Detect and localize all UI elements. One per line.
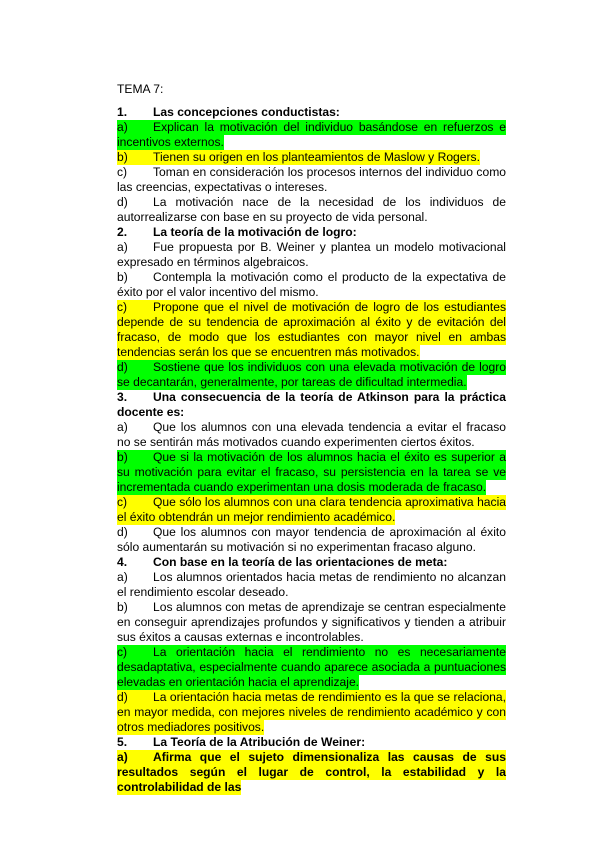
page-title: TEMA 7: bbox=[117, 82, 164, 96]
question-4-heading bbox=[117, 555, 506, 570]
option-text: La motivación nace de la necesidad de los individuos de autorrealizarse con base en su proyecto de vida personal. bbox=[117, 195, 506, 224]
document-content bbox=[117, 82, 506, 795]
option-highlight bbox=[117, 270, 506, 300]
option-letter: b) bbox=[117, 600, 128, 614]
option-highlight bbox=[117, 150, 480, 165]
option-highlight bbox=[117, 750, 506, 795]
option-letter: d) bbox=[117, 690, 128, 704]
option-highlight bbox=[117, 195, 506, 225]
option-highlight bbox=[117, 570, 506, 600]
question-text: Las concepciones conductistas: bbox=[153, 105, 340, 119]
option-text: Explican la motivación del individuo basándose en refuerzos e incentivos externos. bbox=[117, 120, 506, 149]
question-text: Con base en la teoría de las orientaciones de meta: bbox=[153, 555, 448, 569]
option-text: Tienen su origen en los planteamientos de Maslow y Rogers. bbox=[153, 150, 480, 164]
option-text: Los alumnos con metas de aprendizaje se centran especialmente en conseguir aprendizajes profundos y significativos y tienden a atribuir sus éxitos a causas externas e incontrolables. bbox=[117, 600, 506, 644]
option-letter: d) bbox=[117, 195, 128, 209]
option-text: Afirma que el sujeto dimensionaliza las causas de sus resultados según el lugar de control, la estabilidad y la controlabilidad de las bbox=[117, 750, 506, 794]
question-2-heading bbox=[117, 225, 506, 240]
question-2-option-c bbox=[117, 300, 506, 360]
question-3-option-d bbox=[117, 525, 506, 555]
option-text: Sostiene que los individuos con una elevada motivación de logro se decantarán, generalmente, por tareas de dificultad intermedia. bbox=[117, 360, 506, 389]
question-2-option-a bbox=[117, 240, 506, 270]
option-letter: c) bbox=[117, 300, 128, 314]
option-text: Contempla la motivación como el producto de la expectativa de éxito por el valor incentivo del mismo. bbox=[117, 270, 506, 299]
option-letter: c) bbox=[117, 165, 128, 179]
question-number: 5. bbox=[117, 735, 128, 749]
question-5-heading bbox=[117, 735, 506, 750]
question-1-option-b bbox=[117, 150, 506, 165]
question-number: 2. bbox=[117, 225, 128, 239]
option-highlight bbox=[117, 525, 506, 555]
question-text: Una consecuencia de la teoría de Atkinson para la práctica docente es: bbox=[117, 390, 506, 419]
option-text: Que los alumnos con mayor tendencia de aproximación al éxito sólo aumentarán su motivación si no experimentan fracaso alguno. bbox=[117, 525, 506, 554]
question-1-option-d bbox=[117, 195, 506, 225]
option-letter: b) bbox=[117, 450, 128, 464]
question-3-option-c bbox=[117, 495, 506, 525]
option-letter: b) bbox=[117, 150, 128, 164]
option-text: Que si la motivación de los alumnos hacia el éxito es superior a su motivación para evitar el fracaso, su persistencia en la tarea se ve incrementada cuando experimentan una dosis moderada de fracaso. bbox=[117, 450, 506, 494]
option-text: La orientación hacia metas de rendimiento es la que se relaciona, en mayor medida, con mejores niveles de rendimiento académico y con otros mediadores positivos. bbox=[117, 690, 506, 734]
question-1-option-c bbox=[117, 165, 506, 195]
question-list bbox=[117, 105, 506, 795]
option-letter: a) bbox=[117, 570, 128, 584]
option-highlight bbox=[117, 450, 506, 495]
option-highlight bbox=[117, 165, 506, 195]
question-text: La teoría de la motivación de logro: bbox=[153, 225, 357, 239]
question-4-option-c bbox=[117, 645, 506, 690]
option-highlight bbox=[117, 645, 506, 690]
question-4-option-a bbox=[117, 570, 506, 600]
option-letter: b) bbox=[117, 270, 128, 284]
question-3-option-b bbox=[117, 450, 506, 495]
option-text: Que los alumnos con una elevada tendencia a evitar el fracaso no se sentirán más motivados cuando experimenten ciertos éxitos. bbox=[117, 420, 506, 449]
option-highlight bbox=[117, 600, 506, 645]
option-highlight bbox=[117, 690, 506, 735]
option-text: Propone que el nivel de motivación de logro de los estudiantes depende de su tendencia de aproximación al éxito y de evitación del fracaso, de modo que los estudiantes con mayor nivel en ambas tendencias serán los que se encuentren más motivados. bbox=[117, 300, 506, 359]
question-4-option-d bbox=[117, 690, 506, 735]
option-highlight bbox=[117, 300, 506, 360]
option-letter: c) bbox=[117, 645, 128, 659]
option-highlight bbox=[117, 360, 506, 390]
option-letter: c) bbox=[117, 495, 128, 509]
option-letter: a) bbox=[117, 120, 128, 134]
option-highlight bbox=[117, 495, 506, 525]
option-letter: a) bbox=[117, 750, 128, 764]
question-1-heading bbox=[117, 105, 506, 120]
question-number: 1. bbox=[117, 105, 128, 119]
option-letter: d) bbox=[117, 525, 128, 539]
option-letter: a) bbox=[117, 420, 128, 434]
question-number: 4. bbox=[117, 555, 128, 569]
option-highlight bbox=[117, 240, 506, 270]
question-3-option-a bbox=[117, 420, 506, 450]
question-4-option-b bbox=[117, 600, 506, 645]
question-text: La Teoría de la Atribución de Weiner: bbox=[153, 735, 366, 749]
question-1-option-a bbox=[117, 120, 506, 150]
option-text: Toman en consideración los procesos internos del individuo como las creencias, expectativas o intereses. bbox=[117, 165, 506, 194]
question-3-heading bbox=[117, 390, 506, 420]
question-2-option-b bbox=[117, 270, 506, 300]
option-letter: a) bbox=[117, 240, 128, 254]
option-highlight bbox=[117, 420, 506, 450]
option-text: La orientación hacia el rendimiento no es necesariamente desadaptativa, especialmente cuando aparece asociada a puntuaciones elevadas en orientación hacia el aprendizaje. bbox=[117, 645, 506, 689]
question-number: 3. bbox=[117, 390, 128, 404]
question-5-option-a bbox=[117, 750, 506, 795]
option-text: Que sólo los alumnos con una clara tendencia aproximativa hacia el éxito obtendrán un mejor rendimiento académico. bbox=[117, 495, 506, 524]
question-2-option-d bbox=[117, 360, 506, 390]
option-text: Fue propuesta por B. Weiner y plantea un modelo motivacional expresado en términos algebraicos. bbox=[117, 240, 506, 269]
option-text: Los alumnos orientados hacia metas de rendimiento no alcanzan el rendimiento escolar deseado. bbox=[117, 570, 506, 599]
option-letter: d) bbox=[117, 360, 128, 374]
option-highlight bbox=[117, 120, 506, 150]
